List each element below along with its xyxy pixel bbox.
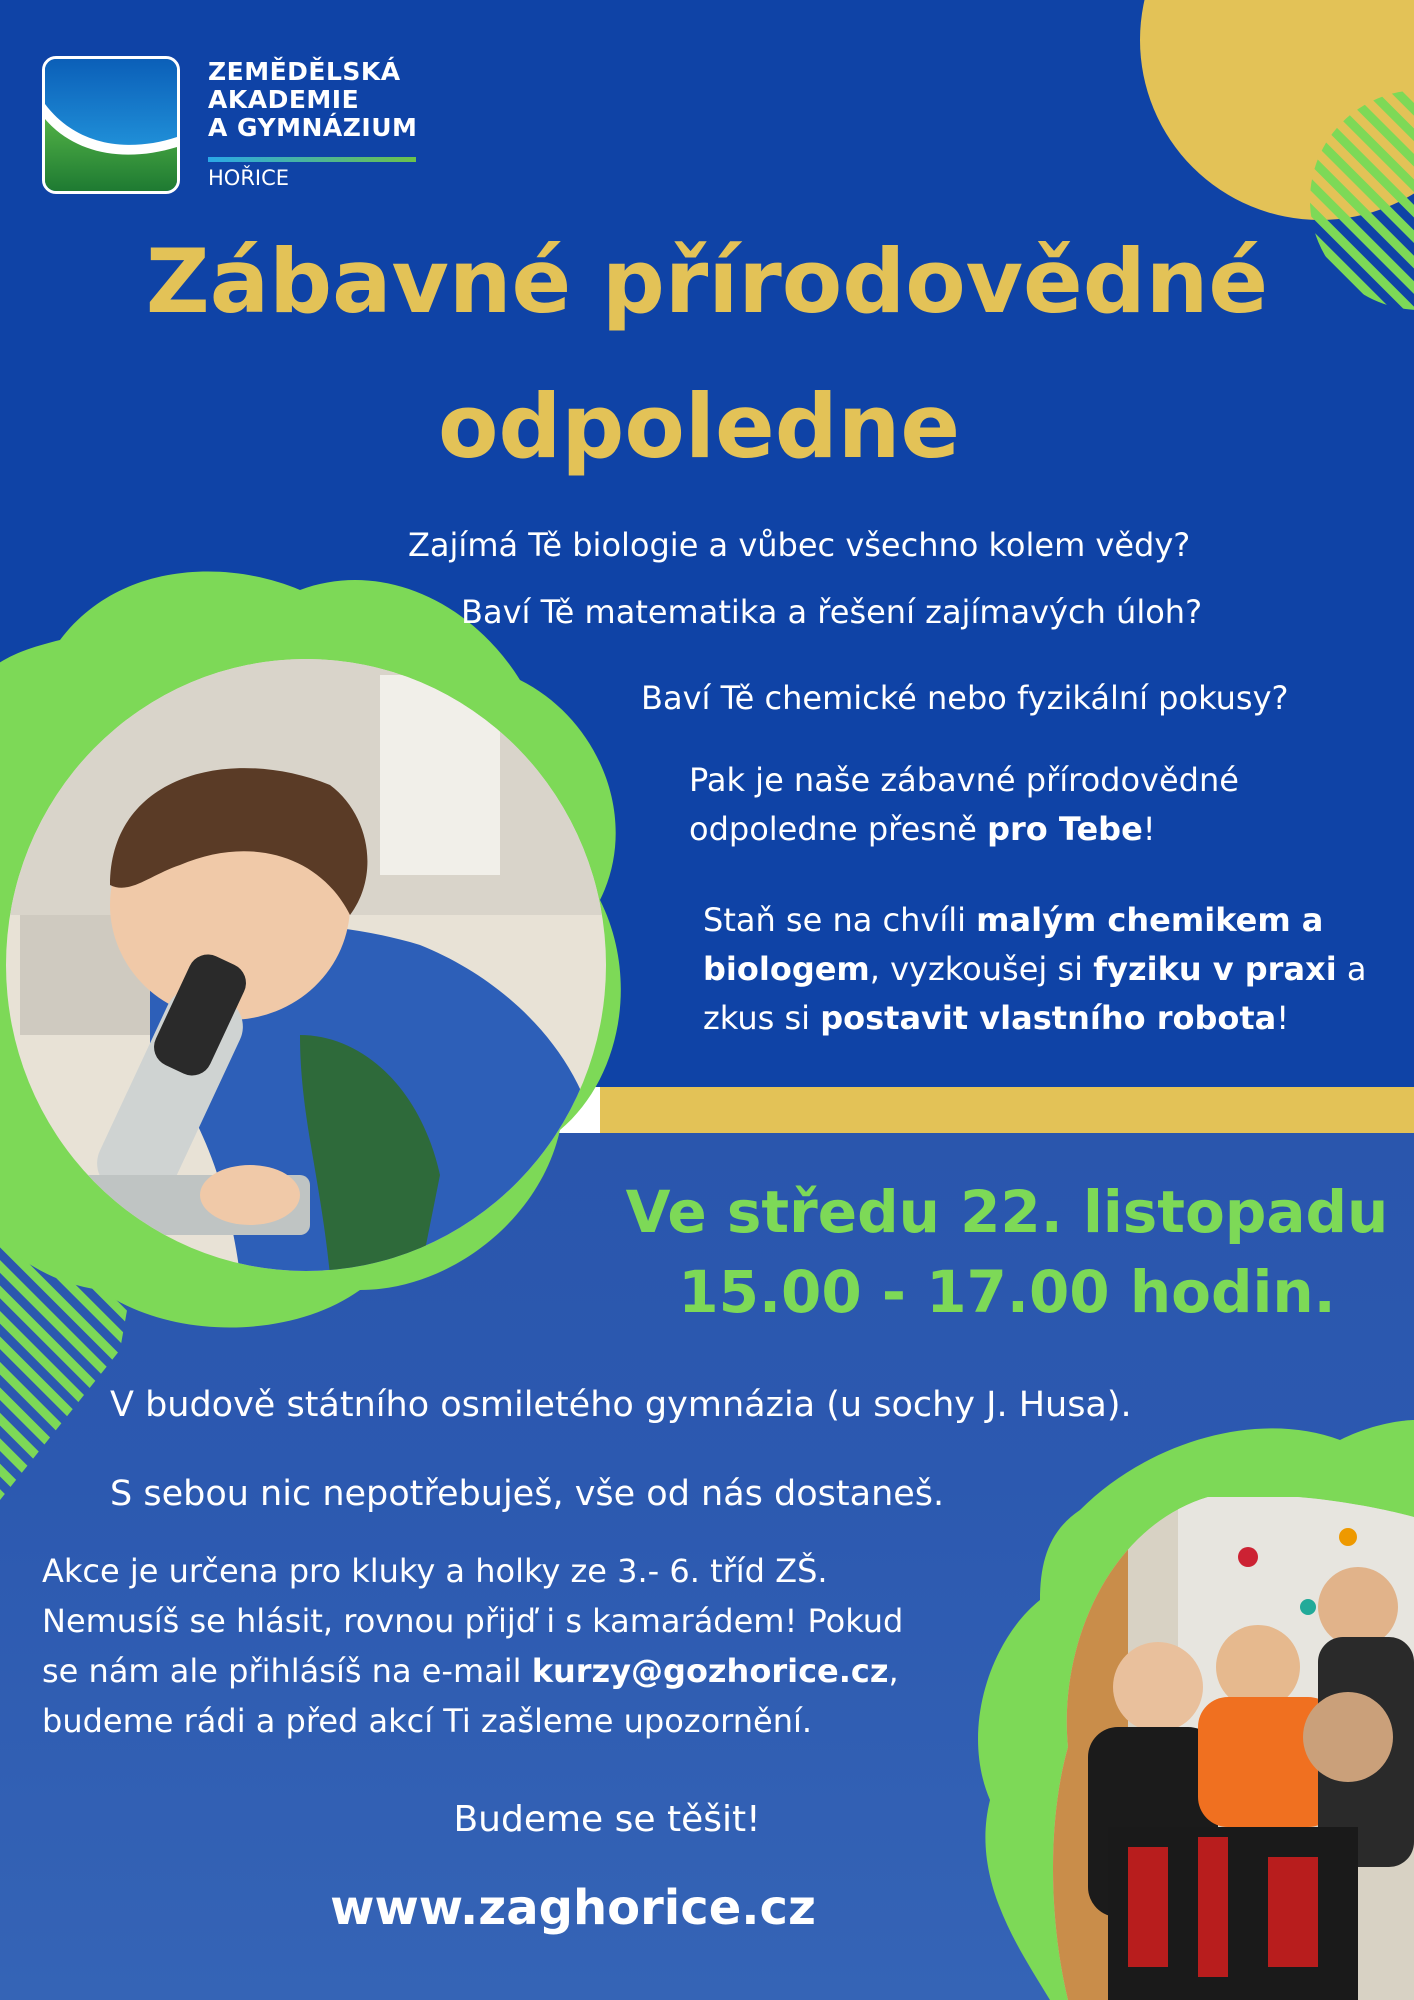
activities-text-1: Staň se na chvíli — [703, 901, 977, 939]
details-line-4: budeme rádi a před akcí Ti zašleme upozornění. — [42, 1702, 813, 1740]
pitch-bold: pro Tebe — [987, 810, 1143, 848]
logo-text — [208, 58, 417, 142]
details-text: se nám ale přihlásíš na e-mail — [42, 1652, 532, 1690]
event-place: V budově státního osmiletého gymnázia (u sochy J. Husa). — [110, 1385, 1132, 1425]
activities-line-3 — [703, 994, 1289, 1042]
question-math: Baví Tě matematika a řešení zajímavých úloh? — [461, 593, 1203, 631]
activities-bold-2: biologem — [703, 950, 870, 988]
closing-text: Budeme se těšit! — [453, 1799, 761, 1840]
school-logo — [42, 56, 180, 194]
logo-emblem-icon — [45, 59, 177, 191]
event-bring: S sebou nic nepotřebuješ, vše od nás dostaneš. — [110, 1474, 945, 1514]
question-biology: Zajímá Tě biologie a vůbec všechno kolem vědy? — [408, 526, 1191, 564]
boy-with-microscope-photo — [0, 655, 612, 1275]
pitch-line-2 — [689, 805, 1156, 853]
activities-text-3: a — [1336, 950, 1367, 988]
logo-line-3: A GYMNÁZIUM — [208, 113, 418, 142]
activities-bold-3: fyziku v praxi — [1093, 950, 1337, 988]
page-title-line-1: Zábavné přírodovědné — [145, 230, 1269, 333]
logo-line-2: AKADEMIE — [208, 85, 360, 114]
activities-line-2 — [703, 945, 1366, 993]
question-chemistry: Baví Tě chemické nebo fyzikální pokusy? — [641, 679, 1289, 717]
email-link[interactable]: kurzy@gozhorice.cz — [531, 1652, 889, 1690]
website-link[interactable]: www.zaghorice.cz — [330, 1880, 816, 1936]
pitch-text: odpoledne přesně — [689, 810, 988, 848]
details-line-1: Akce je určena pro kluky a holky ze 3.- 6. tříd ZŠ. — [42, 1552, 828, 1590]
logo-underline — [208, 157, 416, 162]
page-title-line-2: odpoledne — [437, 375, 961, 478]
event-date: Ve středu 22. listopadu — [625, 1178, 1389, 1246]
details-comma: , — [888, 1652, 899, 1690]
activities-bold-1: malým chemikem a — [976, 901, 1324, 939]
pitch-line-1: Pak je naše zábavné přírodovědné — [689, 761, 1239, 799]
details-line-3 — [42, 1646, 899, 1696]
details-line-2: Nemusíš se hlásit, rovnou přijď i s kamarádem! Pokud — [42, 1602, 904, 1640]
logo-subtitle: HOŘICE — [208, 166, 290, 190]
event-time: 15.00 - 17.00 hodin. — [678, 1258, 1336, 1326]
pitch-exclaim: ! — [1142, 810, 1156, 848]
activities-bold-4: postavit vlastního robota — [820, 999, 1277, 1037]
activities-text-4: zkus si — [703, 999, 821, 1037]
activities-line-1 — [703, 896, 1323, 944]
activities-text-2: , vyzkoušej si — [869, 950, 1094, 988]
logo-line-1: ZEMĚDĚLSKÁ — [208, 57, 401, 86]
activities-text-5: ! — [1276, 999, 1290, 1037]
